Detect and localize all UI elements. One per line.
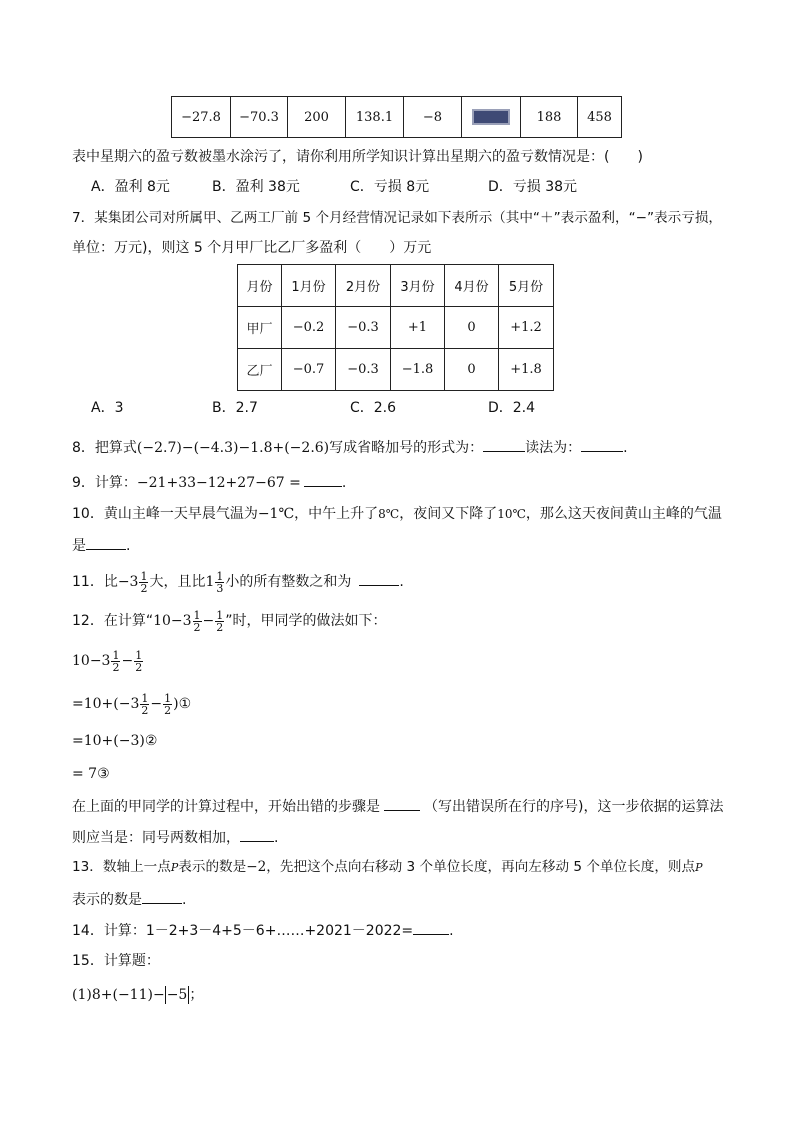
data-cell: −0.2 [282,307,336,349]
row-label: 甲厂 [238,307,282,349]
q11-text-b: 大，且比 [149,574,206,590]
data-cell: +1 [391,307,445,349]
ink-blot [472,109,510,125]
profit-cell: −8 [404,97,462,138]
data-cell: −0.7 [282,349,336,391]
q13-point-2: P [695,861,703,874]
q9-end: . [341,475,347,491]
q11-text-c: 小的所有整数之和为 [225,574,352,590]
profit-cell: 458 [578,97,622,138]
answer-blank[interactable] [581,437,623,452]
q8-expression: (−2.7)−(−4.3)−1.8+(−2.6) [136,440,330,456]
minus-sign: − [150,696,163,712]
ink-blot-cell [462,97,521,138]
q7-option-b: B．2.7 [212,400,258,416]
header-cell: 1月份 [282,265,336,307]
q12-step-2: =10+(−3)② [72,733,158,749]
q13-text-b: 表示的数是 [178,859,247,875]
q13-line2 [72,889,186,909]
q10-text-c: ，夜间又下降了 [399,506,498,522]
q12-line [72,608,387,634]
row-label: 乙厂 [238,349,282,391]
q11-fraction-2 [215,571,224,594]
q15-item1-end: ； [189,987,204,1003]
fraction [111,650,120,673]
q12-desc-line1 [72,796,723,816]
q7-stem-line1: 7．某集团公司对所属甲、乙两工厂前 5 个月经营情况记录如下表所示（其中“＋”表示盈利，“−”表示亏损， [72,210,723,226]
profit-cell: 138.1 [346,97,404,138]
q6-option-a: A．盈利 8元 [91,179,170,195]
q13-value: −2 [246,859,267,875]
q13-text-c: ，先把这个点向右移动 3 个单位长度，再向左移动 5 个单位长度，则点 [266,859,696,875]
denominator: 3 [216,581,224,595]
profit-cell: −27.8 [172,97,231,138]
denominator: 2 [135,660,143,674]
numerator: 1 [216,569,224,583]
q15-item1-expr: 8+(−11)− [91,987,165,1003]
answer-blank[interactable] [142,889,182,904]
q12-step-0 [72,648,144,674]
q6-option-d: D．亏损 38元 [488,179,578,195]
q11-line [72,569,404,595]
answer-blank[interactable] [359,571,399,586]
header-cell: 3月份 [391,265,445,307]
fraction [134,650,143,673]
q11-text-a: 11．比 [72,574,118,590]
q13-line1 [72,858,703,877]
minus-sign: − [121,653,134,669]
q8-prefix: 8．把算式 [72,440,137,456]
data-cell: 0 [445,307,499,349]
numerator: 1 [216,608,224,622]
q13-end: . [182,892,187,908]
q15-item1-num: (1) [72,987,92,1003]
q12-step-1 [72,691,191,717]
numerator: 1 [140,569,148,583]
q6-stem: 表中星期六的盈亏数被墨水涂污了，请你利用所学知识计算出星期六的盈亏数情况是：( ) [72,149,643,165]
q13-text-a: 13．数轴上一点 [72,859,171,875]
data-cell: −0.3 [336,307,391,349]
q12-step1-tail: )① [173,696,192,712]
denominator: 2 [141,703,149,717]
data-cell: 0 [445,349,499,391]
denominator: 2 [216,620,224,634]
denominator: 2 [112,660,120,674]
q12-text-b: ”时，甲同学的做法如下： [225,613,387,629]
fraction [140,693,149,716]
absolute-value: −5 [166,987,188,1003]
q10-text-b: ，中午上升了 [294,506,379,522]
q11-fraction-1 [139,571,148,594]
q11-end: . [399,574,404,590]
q8-mid: 写成省略加号的形式为： [329,440,484,456]
q12-desc2a: 则应当是：同号两数相加， [72,830,240,846]
q12-desc1b: （写出错误所在行的序号)，这一步依据的运算法 [424,799,724,815]
answer-blank[interactable] [483,437,525,452]
denominator: 2 [140,581,148,595]
answer-blank[interactable] [384,796,420,811]
factory-table [237,264,554,391]
q7-option-d: D．2.4 [488,400,536,416]
profit-cell: 188 [521,97,578,138]
q12-desc-line2 [72,827,278,847]
header-cell: 2月份 [336,265,391,307]
answer-blank[interactable] [86,535,126,550]
answer-blank[interactable] [304,472,342,487]
q7-option-a: A．3 [91,400,124,416]
q15-item-1 [72,986,203,1004]
q10-end: . [126,538,131,554]
numerator: 1 [141,691,149,705]
q11-mixed-2-whole: 1 [205,574,215,590]
data-cell: +1.8 [499,349,554,391]
denominator: 2 [164,703,172,717]
q12-desc1a: 在上面的甲同学的计算过程中，开始出错的步骤是 [72,799,380,815]
q12-expr-1: 10−3 [153,613,192,629]
q13-line2-text: 表示的数是 [72,892,142,908]
profit-cell: −70.3 [231,97,288,138]
header-cell: 月份 [238,265,282,307]
q6-option-b: B．盈利 38元 [212,179,300,195]
q12-fraction-1 [193,610,202,633]
data-cell: −0.3 [336,349,391,391]
q10-text-d: ，那么这天夜间黄山主峰的气温 [525,506,722,522]
q9-prefix: 9．计算： [72,475,137,491]
q12-step1-expr: =10+(−3 [72,696,140,712]
q14-line [72,920,454,940]
data-cell: −1.8 [391,349,445,391]
q10-line2-text: 是 [72,538,86,554]
denominator: 2 [193,620,201,634]
q10-line2 [72,535,130,555]
q7-stem-line2: 单位：万元)，则这 5 个月甲厂比乙厂多盈利（ ）万元 [72,240,432,256]
numerator: 1 [112,648,120,662]
q15-title: 15．计算题： [72,953,160,969]
q12-end: . [274,830,279,846]
q10-temp-1: −1℃ [257,506,295,522]
answer-blank[interactable] [413,920,449,935]
q8-mid2: 读法为： [525,440,582,456]
q12-fraction-2 [215,610,224,633]
q14-text: 14．计算：1－2+3－4+5－6+……+2021－2022= [72,923,414,939]
numerator: 1 [193,608,201,622]
data-cell: +1.2 [499,307,554,349]
q12-expr-2: − [202,613,215,629]
header-cell: 5月份 [499,265,554,307]
q9-expression: −21+33−12+27−67 = [136,475,301,491]
q8-end: . [623,440,628,456]
q9-line [72,472,346,492]
q12-step-3: = 7③ [72,766,110,782]
q7-option-c: C．2.6 [350,400,397,416]
q12-step0-expr: 10−3 [72,653,111,669]
q12-text-a: 12．在计算“ [72,613,154,629]
q13-point: P [170,861,179,874]
q10-temp-3: 10℃ [497,507,526,521]
profit-table [171,96,622,138]
profit-cell: 200 [288,97,346,138]
q8-line [72,437,628,457]
q10-line1 [72,505,722,523]
numerator: 1 [135,648,143,662]
q11-mixed-1-whole: −3 [117,574,139,590]
q14-end: . [449,923,454,939]
q6-option-c: C．亏损 8元 [350,179,430,195]
header-cell: 4月份 [445,265,499,307]
q10-text-a: 10．黄山主峰一天早晨气温为 [72,506,258,522]
numerator: 1 [164,691,172,705]
answer-blank[interactable] [240,827,274,842]
q10-temp-2: 8℃ [378,507,400,521]
fraction [163,693,172,716]
